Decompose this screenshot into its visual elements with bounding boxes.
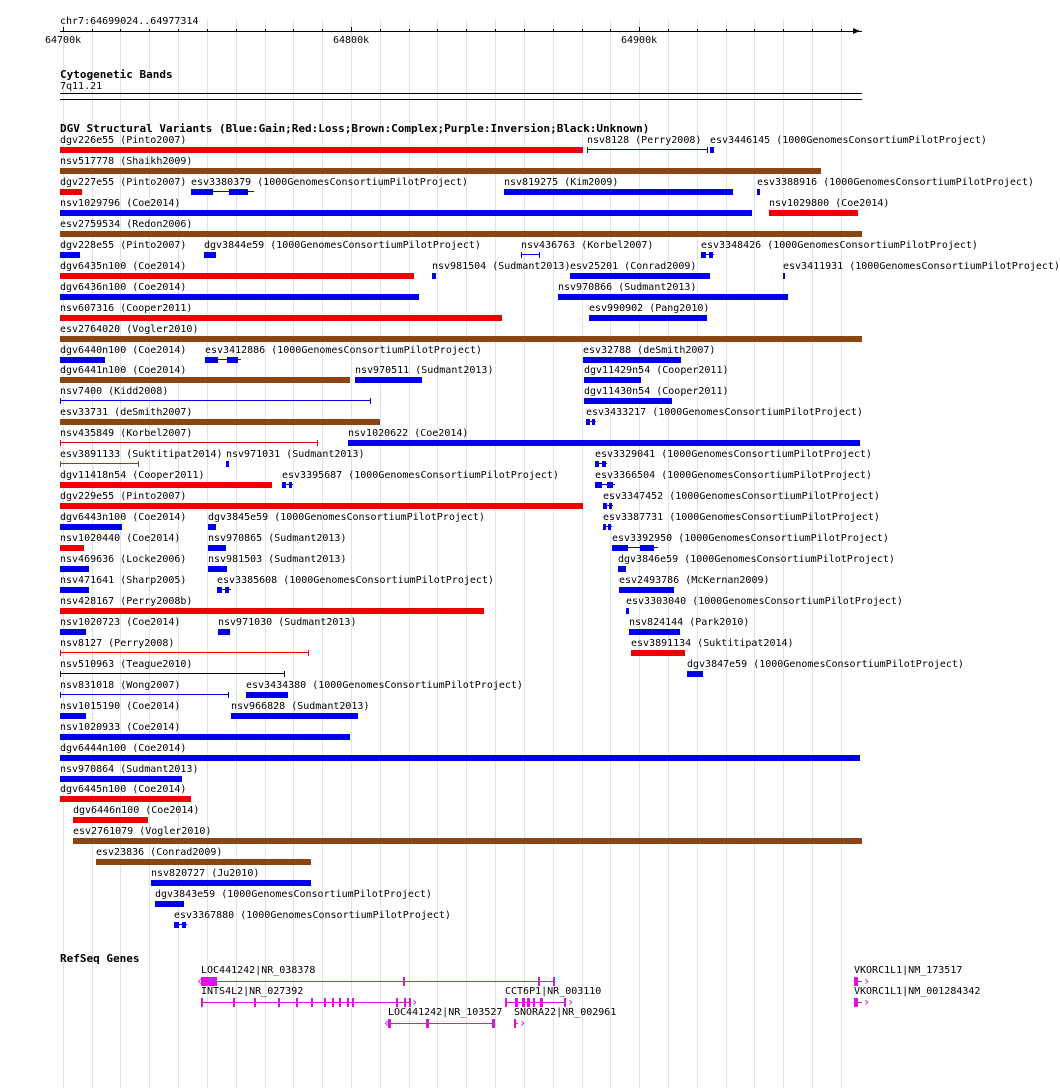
variant-bar[interactable]: [60, 755, 860, 761]
strand-plus-arrow-icon: ›: [567, 995, 575, 1009]
variant-label[interactable]: esv3388916 (1000GenomesConsortiumPilotProject): [757, 177, 1034, 188]
variant-label[interactable]: dgv11418n54 (Cooper2011): [60, 470, 205, 481]
variant-label[interactable]: dgv6440n100 (Coe2014): [60, 345, 187, 356]
variant-segment[interactable]: [282, 482, 286, 488]
cytoband-label: 7q11.21: [60, 81, 103, 92]
variant-interval[interactable]: [60, 694, 229, 695]
ruler-minor-tick: [553, 29, 554, 32]
variant-bar[interactable]: [60, 377, 350, 383]
variant-label[interactable]: dgv6444n100 (Coe2014): [60, 743, 187, 754]
gene-exon[interactable]: [254, 998, 256, 1007]
variant-label[interactable]: nsv8128 (Perry2008): [587, 135, 702, 146]
dgv-track-title: DGV Structural Variants (Blue:Gain;Red:Loss;Brown:Complex;Purple:Inversion;Black:Unknown): [60, 122, 650, 135]
variant-bar[interactable]: [626, 608, 629, 614]
ruler-minor-tick: [380, 29, 381, 32]
variant-bar[interactable]: [60, 231, 862, 237]
gene-exon[interactable]: [311, 998, 313, 1007]
variant-bar[interactable]: [60, 566, 89, 572]
variant-label[interactable]: nsv981504 (Sudmant2013): [432, 261, 571, 272]
variant-label[interactable]: dgv6443n100 (Coe2014): [60, 512, 187, 523]
variant-label[interactable]: nsv436763 (Korbel2007): [521, 240, 654, 251]
region-label: chr7:64699024..64977314: [60, 16, 199, 27]
variant-label[interactable]: nsv970866 (Sudmant2013): [558, 282, 697, 293]
variant-interval[interactable]: [60, 400, 371, 401]
variant-segment[interactable]: [217, 587, 222, 593]
variant-label[interactable]: esv990902 (Pang2010): [589, 303, 710, 314]
ruler-minor-tick: [495, 29, 496, 32]
variant-segment[interactable]: [595, 461, 599, 467]
variant-bar[interactable]: [504, 189, 733, 195]
ruler-minor-tick: [697, 29, 698, 32]
variant-bar[interactable]: [783, 273, 785, 279]
ruler-minor-tick: [236, 29, 237, 32]
gene-exon[interactable]: [233, 998, 235, 1007]
variant-bar[interactable]: [60, 545, 84, 551]
variant-label[interactable]: esv3380379 (1000GenomesConsortiumPilotProject): [191, 177, 468, 188]
cytoband-line-bottom: [60, 99, 862, 100]
variant-bar[interactable]: [60, 796, 191, 802]
variant-interval-start-cap: [587, 147, 588, 153]
variant-label[interactable]: nsv1015190 (Coe2014): [60, 701, 181, 712]
variant-bar[interactable]: [60, 629, 86, 635]
variant-label[interactable]: dgv3844e59 (1000GenomesConsortiumPilotProject): [204, 240, 481, 251]
variant-label[interactable]: nsv428167 (Perry2008b): [60, 596, 193, 607]
variant-segment[interactable]: [640, 545, 654, 551]
variant-label[interactable]: esv3303040 (1000GenomesConsortiumPilotProject): [626, 596, 903, 607]
variant-segment[interactable]: [592, 419, 595, 425]
variant-bar[interactable]: [687, 671, 703, 677]
variant-label[interactable]: esv2761079 (Vogler2010): [73, 826, 212, 837]
variant-bar[interactable]: [60, 524, 122, 530]
variant-label[interactable]: dgv227e55 (Pinto2007): [60, 177, 187, 188]
variant-segment[interactable]: [595, 482, 602, 488]
strand-plus-arrow-icon: ›: [411, 995, 419, 1009]
variant-label[interactable]: esv3411931 (1000GenomesConsortiumPilotProject): [783, 261, 1060, 272]
variant-segment[interactable]: [609, 503, 612, 509]
ruler-major-tick: [639, 27, 640, 32]
variant-bar[interactable]: [60, 147, 583, 153]
variant-bar[interactable]: [558, 294, 788, 300]
variant-label[interactable]: esv3395687 (1000GenomesConsortiumPilotProject): [282, 470, 559, 481]
variant-bar[interactable]: [226, 461, 229, 467]
variant-bar[interactable]: [710, 147, 714, 153]
gene-exon[interactable]: [352, 998, 354, 1007]
variant-label[interactable]: esv3385608 (1000GenomesConsortiumPilotProject): [217, 575, 494, 586]
variant-label[interactable]: nsv970864 (Sudmant2013): [60, 764, 199, 775]
variant-bar[interactable]: [204, 252, 216, 258]
variant-label[interactable]: nsv469636 (Locke2006): [60, 554, 187, 565]
variant-interval-end-cap: [539, 252, 540, 258]
variant-bar[interactable]: [570, 273, 710, 279]
ruler-major-tick: [63, 27, 64, 32]
ruler-minor-tick: [466, 29, 467, 32]
variant-label[interactable]: dgv6441n100 (Coe2014): [60, 365, 187, 376]
variant-segment[interactable]: [607, 482, 613, 488]
gene-exon[interactable]: [564, 998, 566, 1007]
variant-bar[interactable]: [631, 650, 685, 656]
variant-bar[interactable]: [584, 377, 641, 383]
variant-label[interactable]: dgv6445n100 (Coe2014): [60, 784, 187, 795]
variant-label[interactable]: nsv971031 (Sudmant2013): [226, 449, 365, 460]
gene-intron-line[interactable]: [388, 1023, 495, 1024]
variant-bar[interactable]: [589, 315, 707, 321]
variant-label[interactable]: esv3891133 (Suktitipat2014): [60, 449, 223, 460]
variant-bar[interactable]: [60, 252, 80, 258]
variant-bar[interactable]: [231, 713, 358, 719]
variant-label[interactable]: dgv6436n100 (Coe2014): [60, 282, 187, 293]
variant-interval[interactable]: [587, 149, 708, 150]
variant-label[interactable]: dgv3845e59 (1000GenomesConsortiumPilotProject): [208, 512, 485, 523]
variant-interval-start-cap: [60, 650, 61, 656]
gene-label[interactable]: INTS4L2|NR_027392: [201, 986, 304, 997]
ruler-minor-tick: [178, 29, 179, 32]
variant-label[interactable]: esv3891134 (Suktitipat2014): [631, 638, 794, 649]
variant-bar[interactable]: [618, 566, 626, 572]
variant-bar[interactable]: [96, 859, 311, 865]
gene-exon[interactable]: [332, 998, 334, 1007]
variant-bar[interactable]: [60, 608, 484, 614]
variant-bar[interactable]: [60, 482, 272, 488]
variant-label[interactable]: nsv966828 (Sudmant2013): [231, 701, 370, 712]
variant-segment[interactable]: [603, 524, 606, 530]
variant-interval[interactable]: [60, 463, 139, 464]
gene-exon[interactable]: [854, 977, 858, 986]
ruler-minor-tick: [668, 29, 669, 32]
grid-line: [495, 20, 496, 1088]
variant-label[interactable]: dgv11429n54 (Cooper2011): [584, 365, 729, 376]
ruler-minor-tick: [437, 29, 438, 32]
variant-bar[interactable]: [60, 315, 502, 321]
variant-label[interactable]: dgv226e55 (Pinto2007): [60, 135, 187, 146]
variant-label[interactable]: dgv228e55 (Pinto2007): [60, 240, 187, 251]
gene-exon[interactable]: [201, 977, 217, 986]
variant-bar[interactable]: [583, 357, 681, 363]
variant-interval-end-cap: [317, 440, 318, 446]
variant-label[interactable]: dgv6446n100 (Coe2014): [73, 805, 200, 816]
variant-interval-end-cap: [707, 147, 708, 153]
variant-interval[interactable]: [60, 652, 309, 653]
gene-exon[interactable]: [201, 998, 203, 1007]
variant-label[interactable]: dgv11430n54 (Cooper2011): [584, 386, 729, 397]
cytoband-line-top: [60, 93, 862, 94]
variant-segment[interactable]: [602, 461, 606, 467]
variant-label[interactable]: esv2759534 (Redon2006): [60, 219, 193, 230]
variant-interval-start-cap: [60, 461, 61, 467]
variant-label[interactable]: nsv1029800 (Coe2014): [769, 198, 890, 209]
variant-bar[interactable]: [629, 629, 680, 635]
variant-label[interactable]: nsv970865 (Sudmant2013): [208, 533, 347, 544]
variant-label[interactable]: nsv1020440 (Coe2014): [60, 533, 181, 544]
variant-segment[interactable]: [603, 503, 607, 509]
variant-label[interactable]: esv25201 (Conrad2009): [570, 261, 697, 272]
gene-exon[interactable]: [403, 977, 405, 986]
variant-label[interactable]: nsv607316 (Cooper2011): [60, 303, 193, 314]
gene-label[interactable]: SNORA22|NR_002961: [514, 1007, 617, 1018]
variant-bar[interactable]: [60, 168, 821, 174]
variant-label[interactable]: esv3434380 (1000GenomesConsortiumPilotProject): [246, 680, 523, 691]
variant-label[interactable]: dgv6435n100 (Coe2014): [60, 261, 187, 272]
gene-exon[interactable]: [339, 998, 341, 1007]
variant-label[interactable]: nsv971030 (Sudmant2013): [218, 617, 357, 628]
ruler-minor-tick: [841, 29, 842, 32]
variant-label[interactable]: esv3347452 (1000GenomesConsortiumPilotProject): [603, 491, 880, 502]
variant-label[interactable]: esv3433217 (1000GenomesConsortiumPilotProject): [586, 407, 863, 418]
ruler-minor-tick: [207, 29, 208, 32]
gene-exon[interactable]: [296, 998, 298, 1007]
ruler-minor-tick: [322, 29, 323, 32]
variant-bar[interactable]: [60, 734, 350, 740]
variant-label[interactable]: esv3329041 (1000GenomesConsortiumPilotProject): [595, 449, 872, 460]
variant-interval[interactable]: [60, 673, 285, 674]
gene-exon[interactable]: [540, 998, 543, 1007]
gene-exon[interactable]: [515, 998, 518, 1007]
variant-interval-end-cap: [370, 398, 371, 404]
variant-interval[interactable]: [60, 442, 318, 443]
variant-label[interactable]: esv2764020 (Vogler2010): [60, 324, 199, 335]
variant-bar[interactable]: [769, 210, 858, 216]
variant-label[interactable]: esv3412886 (1000GenomesConsortiumPilotProject): [205, 345, 482, 356]
variant-segment[interactable]: [191, 189, 213, 195]
variant-label[interactable]: esv2493786 (McKernan2009): [619, 575, 770, 586]
variant-segment[interactable]: [701, 252, 706, 258]
variant-segment[interactable]: [227, 357, 238, 363]
gene-exon[interactable]: [522, 998, 525, 1007]
gene-exon[interactable]: [854, 998, 858, 1007]
variant-interval-start-cap: [60, 440, 61, 446]
variant-bar[interactable]: [757, 189, 760, 195]
gene-exon[interactable]: [278, 998, 280, 1007]
variant-label[interactable]: nsv510963 (Teague2010): [60, 659, 193, 670]
variant-bar[interactable]: [208, 566, 227, 572]
variant-bar[interactable]: [218, 629, 230, 635]
gene-exon[interactable]: [505, 998, 507, 1007]
variant-label[interactable]: dgv3846e59 (1000GenomesConsortiumPilotProject): [618, 554, 895, 565]
variant-segment[interactable]: [229, 189, 248, 195]
gene-exon[interactable]: [426, 1019, 429, 1028]
variant-label[interactable]: esv33731 (deSmith2007): [60, 407, 193, 418]
gene-intron-line[interactable]: [201, 981, 554, 982]
variant-label[interactable]: nsv824144 (Park2010): [629, 617, 750, 628]
variant-interval-start-cap: [521, 252, 522, 258]
variant-interval-end-cap: [228, 692, 229, 698]
variant-bar[interactable]: [151, 880, 311, 886]
gene-label[interactable]: LOC441242|NR_103527: [388, 1007, 503, 1018]
variant-bar[interactable]: [60, 357, 105, 363]
variant-bar[interactable]: [432, 273, 436, 279]
variant-label[interactable]: nsv820727 (Ju2010): [151, 868, 260, 879]
variant-label[interactable]: esv3392950 (1000GenomesConsortiumPilotProject): [612, 533, 889, 544]
ruler-minor-tick: [524, 29, 525, 32]
refseq-track-title: RefSeq Genes: [60, 952, 140, 965]
variant-interval[interactable]: [521, 254, 540, 255]
ruler-minor-tick: [149, 29, 150, 32]
variant-bar[interactable]: [60, 273, 414, 279]
variant-bar[interactable]: [60, 587, 89, 593]
variant-interval-end-cap: [308, 650, 309, 656]
gene-exon[interactable]: [347, 998, 349, 1007]
ruler-minor-tick: [726, 29, 727, 32]
variant-bar[interactable]: [60, 503, 583, 509]
variant-label[interactable]: esv23836 (Conrad2009): [96, 847, 223, 858]
variant-label[interactable]: nsv981503 (Sudmant2013): [208, 554, 347, 565]
variant-segment[interactable]: [586, 419, 590, 425]
strand-plus-arrow-icon: ›: [863, 995, 871, 1009]
gene-label[interactable]: CCT6P1|NR_003110: [505, 986, 602, 997]
cytoband-track-title: Cytogenetic Bands: [60, 68, 173, 81]
variant-label[interactable]: nsv1020723 (Coe2014): [60, 617, 181, 628]
variant-label[interactable]: nsv1020622 (Coe2014): [348, 428, 469, 439]
variant-interval-end-cap: [284, 671, 285, 677]
gene-exon[interactable]: [514, 1019, 516, 1028]
variant-segment[interactable]: [612, 545, 628, 551]
variant-interval-start-cap: [60, 671, 61, 677]
variant-bar[interactable]: [60, 776, 182, 782]
variant-bar[interactable]: [60, 189, 82, 195]
strand-plus-arrow-icon: ›: [519, 1016, 527, 1030]
variant-bar[interactable]: [208, 524, 216, 530]
variant-bar[interactable]: [60, 294, 419, 300]
variant-label[interactable]: esv32788 (deSmith2007): [583, 345, 716, 356]
gene-exon[interactable]: [527, 998, 530, 1007]
ruler-minor-tick: [783, 29, 784, 32]
gene-label[interactable]: LOC441242|NR_038378: [201, 965, 316, 976]
variant-bar[interactable]: [355, 377, 422, 383]
variant-bar[interactable]: [60, 419, 380, 425]
variant-bar[interactable]: [60, 336, 862, 342]
variant-bar[interactable]: [73, 817, 148, 823]
strand-minus-arrow-icon: ‹: [196, 974, 204, 988]
variant-label[interactable]: esv3367880 (1000GenomesConsortiumPilotProject): [174, 910, 451, 921]
variant-label[interactable]: dgv229e55 (Pinto2007): [60, 491, 187, 502]
variant-bar[interactable]: [60, 713, 86, 719]
ruler-minor-tick: [265, 29, 266, 32]
variant-bar[interactable]: [348, 440, 860, 446]
variant-interval-start-cap: [60, 692, 61, 698]
variant-bar[interactable]: [246, 692, 288, 698]
ruler-minor-tick: [754, 29, 755, 32]
ruler-tick-label: 64800k: [333, 35, 370, 46]
variant-label[interactable]: nsv970511 (Sudmant2013): [355, 365, 494, 376]
gene-exon[interactable]: [492, 1019, 495, 1028]
variant-bar[interactable]: [619, 587, 674, 593]
gene-exon[interactable]: [553, 977, 555, 986]
ruler-major-tick: [351, 27, 352, 32]
variant-label[interactable]: nsv831018 (Wong2007): [60, 680, 181, 691]
variant-segment[interactable]: [709, 252, 713, 258]
variant-segment[interactable]: [225, 587, 229, 593]
variant-bar[interactable]: [208, 545, 226, 551]
variant-segment[interactable]: [289, 482, 292, 488]
gene-exon[interactable]: [324, 998, 326, 1007]
ruler-axis: [60, 31, 862, 32]
ruler-tick-label: 64700k: [45, 35, 82, 46]
ruler-tick-label: 64900k: [621, 35, 658, 46]
variant-label[interactable]: nsv517778 (Shaikh2009): [60, 156, 193, 167]
ruler-minor-tick: [610, 29, 611, 32]
variant-segment[interactable]: [608, 524, 611, 530]
variant-label[interactable]: dgv3847e59 (1000GenomesConsortiumPilotProject): [687, 659, 964, 670]
variant-segment[interactable]: [182, 922, 186, 928]
gene-label[interactable]: VKORC1L1|NM_173517: [854, 965, 963, 976]
ruler-minor-tick: [120, 29, 121, 32]
variant-label[interactable]: nsv435849 (Korbel2007): [60, 428, 193, 439]
ruler-minor-tick: [293, 29, 294, 32]
variant-label[interactable]: nsv8127 (Perry2008): [60, 638, 175, 649]
variant-interval-start-cap: [60, 398, 61, 404]
variant-label[interactable]: nsv819275 (Kim2009): [504, 177, 619, 188]
variant-label[interactable]: esv3366504 (1000GenomesConsortiumPilotProject): [595, 470, 872, 481]
variant-bar[interactable]: [60, 210, 752, 216]
gene-label[interactable]: VKORC1L1|NM_001284342: [854, 986, 981, 997]
variant-interval-end-cap: [138, 461, 139, 467]
ruler-minor-tick: [812, 29, 813, 32]
variant-label[interactable]: nsv1029796 (Coe2014): [60, 198, 181, 209]
gene-exon[interactable]: [396, 998, 398, 1007]
ruler-minor-tick: [582, 29, 583, 32]
variant-label[interactable]: nsv471641 (Sharp2005): [60, 575, 187, 586]
variant-label[interactable]: esv3446145 (1000GenomesConsortiumPilotProject): [710, 135, 987, 146]
variant-bar[interactable]: [155, 901, 184, 907]
ruler-minor-tick: [92, 29, 93, 32]
strand-plus-arrow-icon: ›: [863, 974, 871, 988]
variant-label[interactable]: esv3387731 (1000GenomesConsortiumPilotProject): [603, 512, 880, 523]
strand-minus-arrow-icon: ‹: [383, 1016, 391, 1030]
ruler-end-arrow-icon: [853, 28, 860, 34]
gene-exon[interactable]: [533, 998, 535, 1007]
variant-label[interactable]: esv3348426 (1000GenomesConsortiumPilotProject): [701, 240, 978, 251]
variant-label[interactable]: nsv7400 (Kidd2008): [60, 386, 169, 397]
ruler-minor-tick: [409, 29, 410, 32]
variant-bar[interactable]: [73, 838, 862, 844]
gene-exon[interactable]: [404, 998, 406, 1007]
gene-exon[interactable]: [538, 977, 540, 986]
variant-label[interactable]: nsv1020933 (Coe2014): [60, 722, 181, 733]
variant-segment[interactable]: [205, 357, 218, 363]
variant-bar[interactable]: [584, 398, 672, 404]
variant-segment[interactable]: [174, 922, 179, 928]
variant-label[interactable]: dgv3843e59 (1000GenomesConsortiumPilotProject): [155, 889, 432, 900]
